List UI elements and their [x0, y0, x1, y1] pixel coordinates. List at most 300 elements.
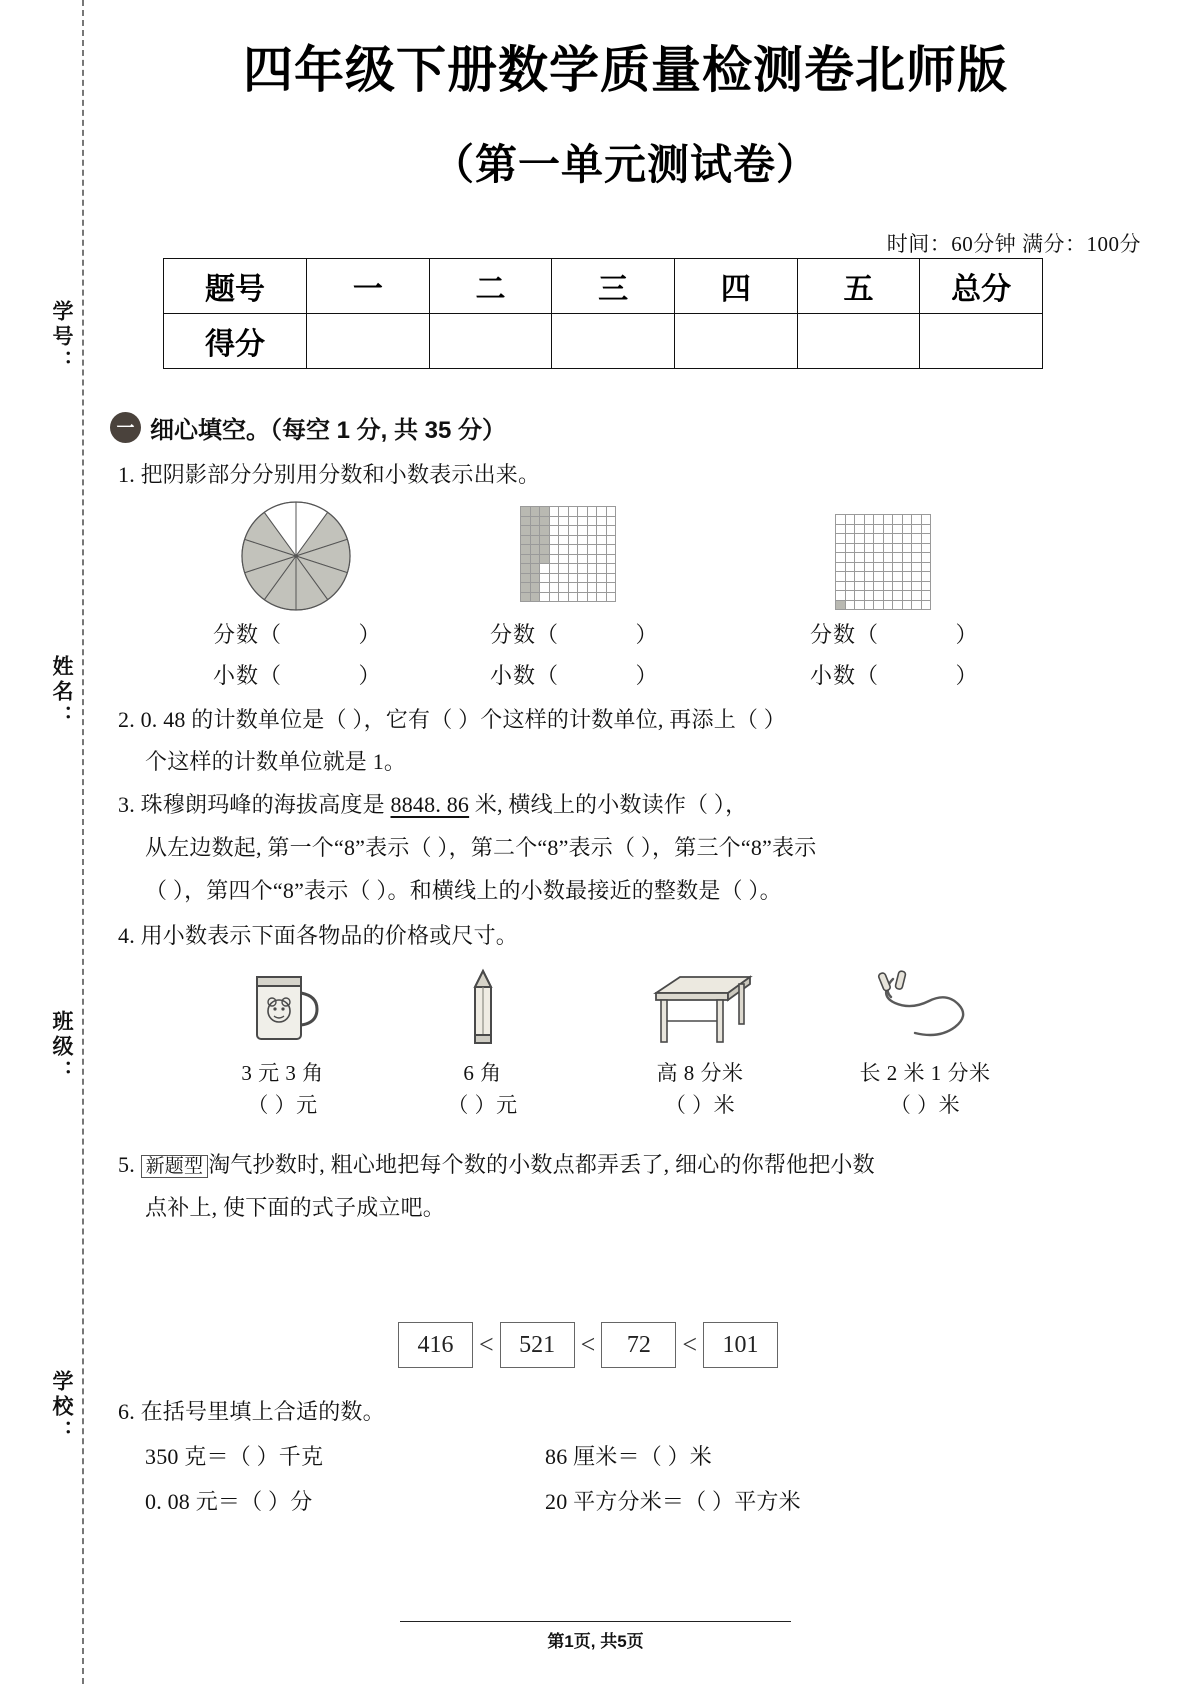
- grid-cell-shaded: [530, 573, 540, 583]
- grid-cell: [587, 535, 597, 545]
- grid-cell: [855, 572, 865, 582]
- grid-cell: [864, 543, 874, 553]
- score-table: [163, 258, 1043, 369]
- grid-cell: [912, 543, 922, 553]
- mug-icon: [239, 965, 327, 1051]
- grid-cell: [587, 583, 597, 593]
- grid-cell: [606, 564, 616, 574]
- grid-cell: [874, 562, 884, 572]
- grid-cell: [864, 515, 874, 525]
- grid-cell: [883, 524, 893, 534]
- page-subtitle: （第一单元测试卷）: [431, 141, 819, 188]
- question-2-line-1: 2. 0. 48 的计数单位是（ ），它有（ ）个这样的计数单位, 再添上（ ）: [118, 707, 787, 732]
- grid-cell: [912, 562, 922, 572]
- grid-cell: [855, 562, 865, 572]
- grid-cell: [902, 591, 912, 601]
- grid-figure-2: [520, 506, 616, 602]
- grid-cell: [893, 600, 903, 610]
- grid-cell: [836, 562, 846, 572]
- side-label-student-id: 学号：: [50, 300, 73, 375]
- score-table-col-1: 二: [429, 259, 552, 314]
- grid-cell: [883, 534, 893, 544]
- grid-cell: [606, 526, 616, 536]
- grid-cell-shaded: [540, 507, 550, 517]
- grid-cell: [893, 515, 903, 525]
- table-row-score: [164, 314, 1043, 369]
- grid-cell: [874, 581, 884, 591]
- grid-cell-shaded: [530, 564, 540, 574]
- grid-cell: [549, 564, 559, 574]
- grid-cell: [893, 562, 903, 572]
- grid-cell: [568, 545, 578, 555]
- q1-decimal-label-2: 小数（ ）: [490, 663, 659, 688]
- grid-cell: [597, 516, 607, 526]
- grid-row: [521, 564, 616, 574]
- score-table-col-3: 四: [674, 259, 797, 314]
- grid-cell: [864, 600, 874, 610]
- grid-cell: [540, 583, 550, 593]
- grid-cell: [606, 573, 616, 583]
- score-cell-4[interactable]: [797, 314, 920, 369]
- less-than-icon-0: <: [479, 1330, 494, 1359]
- exam-meta: 时间：60分钟 满分：100分: [886, 232, 1141, 256]
- grid-cell: [587, 592, 597, 602]
- pie-chart-icon: [240, 500, 352, 612]
- grid-cell: [912, 581, 922, 591]
- grid-cell: [597, 573, 607, 583]
- q5-new-type-tag: 新题型: [141, 1155, 209, 1178]
- grid-row: [521, 516, 616, 526]
- q1-decimal-label-1: 小数（ ）: [213, 663, 382, 688]
- grid-cell: [845, 553, 855, 563]
- grid-cell: [559, 545, 569, 555]
- question-6-row-1-right[interactable]: 20 平方分米＝（ ）平方米: [545, 1489, 801, 1514]
- score-cell-3[interactable]: [674, 314, 797, 369]
- grid-cell: [845, 581, 855, 591]
- less-than-icon-1: <: [580, 1330, 596, 1359]
- grid-cell: [606, 554, 616, 564]
- q5-number-box-0[interactable]: 416: [398, 1322, 473, 1368]
- side-label-group: [24, 0, 76, 1684]
- grid-row: [521, 545, 616, 555]
- score-table-col-2: 三: [552, 259, 675, 314]
- grid-cell: [921, 524, 931, 534]
- pencil-icon: [439, 965, 527, 1051]
- grid-row: [836, 600, 931, 610]
- grid-cell: [845, 572, 855, 582]
- question-6-row-1-left[interactable]: 0. 08 元＝（ ）分: [145, 1489, 313, 1514]
- side-label-class: 班级：: [50, 1010, 73, 1085]
- grid-row: [836, 553, 931, 563]
- grid-cell: [874, 553, 884, 563]
- grid-cell: [559, 592, 569, 602]
- grid-cell: [568, 592, 578, 602]
- section-label: 细心填空。（每空 1 分, 共 35 分）: [150, 417, 507, 444]
- grid-cell: [845, 591, 855, 601]
- grid-row: [521, 583, 616, 593]
- grid-cell: [845, 543, 855, 553]
- grid-row: [521, 554, 616, 564]
- grid-cell: [902, 543, 912, 553]
- q1-fraction-label-1: 分数（ ）: [213, 622, 382, 647]
- q5-inequality-row: [398, 1322, 778, 1368]
- grid-cell: [912, 553, 922, 563]
- grid-cell: [568, 507, 578, 517]
- question-5-line-2: 点补上, 使下面的式子成立吧。: [145, 1195, 446, 1220]
- grid-cell: [864, 553, 874, 563]
- q4-item-0: [200, 965, 365, 1119]
- grid-cell: [902, 600, 912, 610]
- grid-cell: [549, 592, 559, 602]
- question-3-line-1: [118, 785, 747, 825]
- grid-cell: [883, 553, 893, 563]
- grid-cell-shaded: [540, 554, 550, 564]
- q3-text-a: 3. 珠穆朗玛峰的海拔高度是: [118, 792, 391, 817]
- hundred-grid-icon: [835, 514, 931, 610]
- binding-dashed-line: [82, 0, 84, 1684]
- side-label-name: 姓名：: [50, 655, 73, 730]
- grid-cell-shaded: [521, 516, 531, 526]
- grid-cell: [549, 573, 559, 583]
- grid-cell: [836, 543, 846, 553]
- grid-cell: [836, 553, 846, 563]
- q5-text: 淘气抄数时, 粗心地把每个数的小数点都弄丢了, 细心的你帮他把小数: [208, 1152, 875, 1177]
- grid-cell: [874, 591, 884, 601]
- grid-cell: [902, 581, 912, 591]
- question-6-row-0-left[interactable]: 350 克＝（ ）千克: [145, 1444, 324, 1469]
- grid-cell: [893, 572, 903, 582]
- grid-cell: [864, 581, 874, 591]
- grid-cell: [912, 600, 922, 610]
- score-table-col-5: 总分: [920, 259, 1043, 314]
- grid-cell: [587, 545, 597, 555]
- side-label-school: 学校：: [50, 1370, 73, 1445]
- grid-cell: [874, 524, 884, 534]
- grid-row: [836, 572, 931, 582]
- grid-cell: [921, 515, 931, 525]
- grid-cell: [864, 591, 874, 601]
- grid-cell: [845, 524, 855, 534]
- grid-cell-shaded: [521, 564, 531, 574]
- question-5-line-1: [118, 1145, 875, 1187]
- grid-cell: [845, 600, 855, 610]
- grid-cell-shaded: [530, 554, 540, 564]
- desk-icon: [640, 965, 760, 1051]
- grid-cell-shaded: [540, 545, 550, 555]
- grid-cell: [587, 554, 597, 564]
- q4-item-1: [400, 965, 565, 1119]
- grid-cell: [902, 553, 912, 563]
- q4-item-1-caption: 6 角: [463, 1061, 502, 1085]
- q3-text-b: 米, 横线上的小数读作（ ），: [469, 792, 748, 817]
- grid-cell: [864, 524, 874, 534]
- grid-cell: [568, 554, 578, 564]
- grid-cell: [845, 534, 855, 544]
- grid-cell: [549, 545, 559, 555]
- grid-cell-shaded: [836, 600, 846, 610]
- question-1-text: 1. 把阴影部分分别用分数和小数表示出来。: [118, 462, 541, 487]
- grid-cell: [606, 516, 616, 526]
- q4-item-3-caption: 长 2 米 1 分米: [859, 1061, 991, 1085]
- q4-item-0-caption: 3 元 3 角: [241, 1061, 324, 1085]
- grid-cell: [540, 592, 550, 602]
- grid-cell: [874, 572, 884, 582]
- footer-divider: [400, 1621, 791, 1622]
- grid-cell: [883, 515, 893, 525]
- grid-cell: [836, 581, 846, 591]
- grid-cell-shaded: [540, 526, 550, 536]
- grid-cell: [568, 583, 578, 593]
- grid-cell: [874, 534, 884, 544]
- grid-cell: [912, 591, 922, 601]
- grid-cell-shaded: [530, 526, 540, 536]
- question-6-row-0-right[interactable]: 86 厘米＝（ ）米: [545, 1444, 713, 1469]
- grid-cell: [587, 526, 597, 536]
- grid-cell: [893, 543, 903, 553]
- grid-cell: [578, 564, 588, 574]
- grid-cell-shaded: [521, 535, 531, 545]
- grid-cell: [912, 572, 922, 582]
- grid-cell: [893, 553, 903, 563]
- question-3-line-3: （ ），第四个“8”表示（ ）。和横线上的小数最接近的整数是（ ）。: [145, 878, 782, 903]
- grid-cell: [578, 573, 588, 583]
- grid-cell: [578, 592, 588, 602]
- grid-cell: [540, 564, 550, 574]
- grid-cell: [921, 562, 931, 572]
- grid-cell-shaded: [540, 535, 550, 545]
- q5-number-box-3[interactable]: 101: [703, 1322, 778, 1368]
- grid-row: [836, 524, 931, 534]
- q1-fraction-label-2: 分数（ ）: [490, 622, 659, 647]
- grid-row: [521, 535, 616, 545]
- grid-cell: [587, 507, 597, 517]
- grid-cell: [587, 564, 597, 574]
- grid-row: [521, 507, 616, 517]
- grid-cell-shaded: [530, 545, 540, 555]
- grid-cell: [883, 600, 893, 610]
- grid-cell: [893, 581, 903, 591]
- grid-row: [836, 562, 931, 572]
- grid-cell: [606, 507, 616, 517]
- grid-row: [836, 515, 931, 525]
- page-title: 四年级下册数学质量检测卷北师版: [243, 42, 1008, 98]
- grid-row: [836, 543, 931, 553]
- score-table-col-0: 一: [307, 259, 430, 314]
- grid-cell: [921, 543, 931, 553]
- grid-cell: [845, 515, 855, 525]
- grid-cell: [597, 583, 607, 593]
- score-table-col-4: 五: [797, 259, 920, 314]
- grid-row: [521, 592, 616, 602]
- grid-cell: [864, 562, 874, 572]
- grid-cell-shaded: [521, 573, 531, 583]
- grid-cell-shaded: [521, 545, 531, 555]
- grid-row: [521, 573, 616, 583]
- grid-cell: [855, 524, 865, 534]
- grid-figure-3: [835, 514, 931, 610]
- q4-item-2-caption: 高 8 分米: [656, 1061, 744, 1085]
- grid-cell: [597, 564, 607, 574]
- grid-cell: [578, 507, 588, 517]
- question-6-text: 6. 在括号里填上合适的数。: [118, 1399, 385, 1424]
- q4-item-2: [610, 965, 790, 1119]
- grid-row: [836, 581, 931, 591]
- grid-cell: [606, 592, 616, 602]
- grid-cell: [902, 562, 912, 572]
- grid-cell: [921, 553, 931, 563]
- grid-cell: [559, 507, 569, 517]
- pie-figure: [240, 500, 352, 612]
- score-table-row-label-1: 得分: [164, 314, 307, 369]
- q5-number-box-1[interactable]: 521: [500, 1322, 575, 1368]
- grid-cell: [836, 572, 846, 582]
- grid-cell: [921, 534, 931, 544]
- grid-cell-shaded: [521, 592, 531, 602]
- grid-cell: [864, 534, 874, 544]
- q4-item-3: [830, 965, 1020, 1119]
- grid-cell: [568, 573, 578, 583]
- score-cell-5[interactable]: [920, 314, 1043, 369]
- grid-cell: [559, 516, 569, 526]
- grid-cell: [855, 600, 865, 610]
- q4-item-2-blank[interactable]: （ ）米: [664, 1093, 736, 1117]
- grid-cell: [549, 583, 559, 593]
- grid-cell: [597, 535, 607, 545]
- grid-cell: [836, 591, 846, 601]
- grid-cell: [855, 543, 865, 553]
- grid-cell: [568, 535, 578, 545]
- grid-cell: [883, 562, 893, 572]
- grid-cell-shaded: [521, 526, 531, 536]
- q4-item-1-blank[interactable]: （ ）元: [447, 1093, 518, 1117]
- grid-cell: [921, 581, 931, 591]
- grid-cell: [893, 591, 903, 601]
- grid-cell: [549, 507, 559, 517]
- question-2-line-2: 个这样的计数单位就是 1。: [145, 749, 407, 774]
- grid-cell: [559, 535, 569, 545]
- grid-cell: [587, 573, 597, 583]
- grid-cell-shaded: [521, 554, 531, 564]
- grid-cell: [559, 564, 569, 574]
- q3-underlined-value: 8848. 86: [390, 792, 470, 817]
- q4-item-3-blank[interactable]: （ ）米: [889, 1093, 961, 1117]
- grid-cell: [606, 583, 616, 593]
- grid-cell-shaded: [521, 583, 531, 593]
- grid-cell: [549, 535, 559, 545]
- grid-cell: [855, 534, 865, 544]
- grid-cell: [883, 581, 893, 591]
- grid-cell: [559, 583, 569, 593]
- grid-cell: [568, 564, 578, 574]
- table-row-header: [164, 259, 1043, 314]
- hundred-grid-icon: [520, 506, 616, 602]
- grid-cell: [578, 516, 588, 526]
- grid-cell: [836, 515, 846, 525]
- question-3-line-2: 从左边数起, 第一个“8”表示（ ），第二个“8”表示（ ），第三个“8”表示: [145, 835, 817, 860]
- footer-page-info: 第1页, 共5页: [547, 1632, 644, 1651]
- grid-cell: [587, 516, 597, 526]
- grid-cell: [864, 572, 874, 582]
- grid-row: [836, 591, 931, 601]
- grid-cell: [874, 543, 884, 553]
- grid-cell-shaded: [521, 507, 531, 517]
- section-heading-1: [110, 410, 506, 445]
- grid-cell: [855, 591, 865, 601]
- grid-cell: [912, 515, 922, 525]
- q5-number-box-2[interactable]: 72: [601, 1322, 676, 1368]
- grid-cell: [902, 515, 912, 525]
- grid-cell: [921, 572, 931, 582]
- grid-cell: [559, 526, 569, 536]
- grid-cell: [606, 535, 616, 545]
- grid-cell: [597, 526, 607, 536]
- grid-row: [836, 534, 931, 544]
- grid-cell: [597, 592, 607, 602]
- grid-cell-shaded: [530, 507, 540, 517]
- grid-cell: [902, 534, 912, 544]
- grid-cell: [836, 534, 846, 544]
- ropes-icon: [865, 965, 985, 1051]
- grid-cell: [578, 554, 588, 564]
- grid-cell: [549, 554, 559, 564]
- score-table-row-label-0: 题号: [164, 259, 307, 314]
- grid-cell: [549, 516, 559, 526]
- grid-cell: [836, 524, 846, 534]
- grid-cell: [578, 545, 588, 555]
- score-cell-0[interactable]: [307, 314, 430, 369]
- grid-cell: [597, 507, 607, 517]
- grid-cell: [921, 600, 931, 610]
- less-than-icon-2: <: [682, 1330, 698, 1359]
- grid-cell-shaded: [530, 583, 540, 593]
- grid-cell: [912, 524, 922, 534]
- q5-prefix: 5.: [118, 1152, 141, 1177]
- grid-cell: [578, 583, 588, 593]
- grid-cell: [855, 581, 865, 591]
- grid-cell: [874, 600, 884, 610]
- score-cell-1[interactable]: [429, 314, 552, 369]
- grid-cell: [578, 535, 588, 545]
- grid-cell: [912, 534, 922, 544]
- grid-cell: [902, 572, 912, 582]
- grid-cell: [559, 554, 569, 564]
- grid-cell: [921, 591, 931, 601]
- grid-cell: [578, 526, 588, 536]
- q1-fraction-label-3: 分数（ ）: [810, 622, 979, 647]
- q1-decimal-label-3: 小数（ ）: [810, 663, 979, 688]
- grid-cell: [893, 534, 903, 544]
- grid-cell: [874, 515, 884, 525]
- grid-cell-shaded: [540, 516, 550, 526]
- grid-cell: [540, 573, 550, 583]
- grid-cell-shaded: [530, 516, 540, 526]
- grid-cell: [549, 526, 559, 536]
- grid-cell: [855, 553, 865, 563]
- grid-cell: [568, 516, 578, 526]
- grid-cell: [597, 545, 607, 555]
- question-4-text: 4. 用小数表示下面各物品的价格或尺寸。: [118, 923, 519, 948]
- grid-cell: [855, 515, 865, 525]
- grid-cell: [902, 524, 912, 534]
- grid-row: [521, 526, 616, 536]
- q4-item-0-blank[interactable]: （ ）元: [247, 1093, 318, 1117]
- grid-cell: [597, 554, 607, 564]
- grid-cell: [568, 526, 578, 536]
- score-cell-2[interactable]: [552, 314, 675, 369]
- grid-cell: [606, 545, 616, 555]
- grid-cell-shaded: [530, 592, 540, 602]
- grid-cell: [883, 591, 893, 601]
